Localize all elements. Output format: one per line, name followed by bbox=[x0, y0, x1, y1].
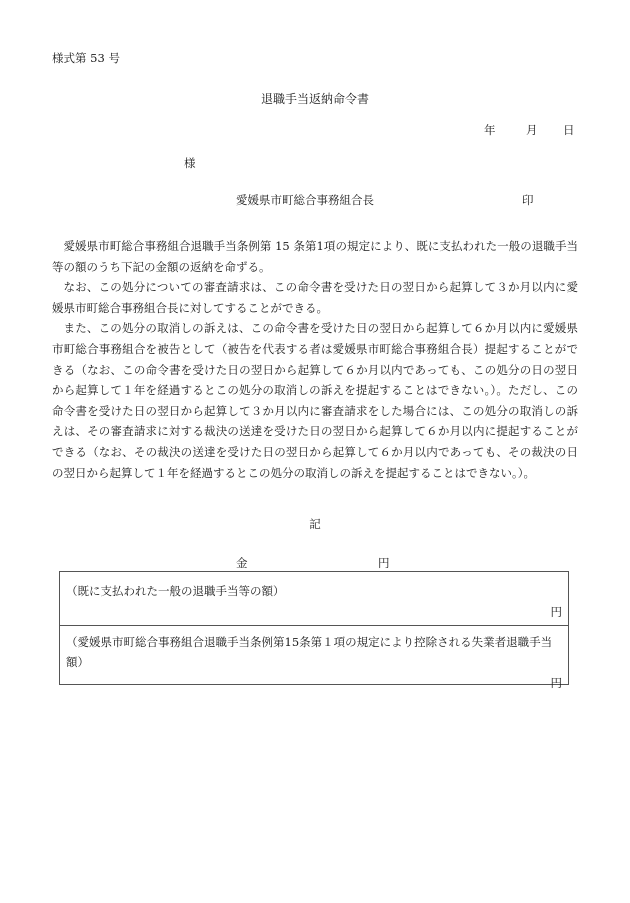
deducted-allowance-label: （愛媛県市町総合事務組合退職手当条例第15条第１項の規定により控除される失業者退職手当額） bbox=[66, 635, 553, 669]
order-body bbox=[52, 236, 578, 483]
order-paragraph: 愛媛県市町総合事務組合退職手当条例第 15 条第1項の規定により、既に支払われた一般の退職手当等の額のうち下記の金額の返納を命ずる。 bbox=[52, 239, 578, 274]
deducted-allowance-unit: 円 bbox=[550, 676, 562, 690]
form-number: 様式第 53 号 bbox=[52, 51, 120, 65]
addressee-suffix: 様 bbox=[184, 156, 196, 170]
seal-mark: 印 bbox=[522, 193, 534, 207]
table-row bbox=[60, 625, 568, 690]
document-title: 退職手当返納命令書 bbox=[260, 92, 369, 106]
date-day-label: 日 bbox=[563, 123, 575, 137]
amount-label: 金 bbox=[236, 556, 248, 570]
paid-allowance-unit: 円 bbox=[550, 605, 562, 619]
amount-unit: 円 bbox=[378, 556, 390, 570]
ki-heading: 記 bbox=[309, 517, 321, 531]
lawsuit-notice-paragraph: また、この処分の取消しの訴えは、この命令書を受けた日の翌日から起算して６か月以内に愛媛県市町総合事務組合を被告として（被告を代表する者は愛媛県市町総合事務組合長）提起することができる（なお、この命令書を受けた日の翌日から起算して６か月以内であっても、この処分の日の翌日から起算して１年を経過するとこの処分の取消しの訴えを提起することはできない。）。ただし、この命令書を受けた日の翌日から起算して３か月以内に審査請求をした場合には、この処分の取消しの訴えは、その審査請求に対する裁決の送達を受けた日の翌日から起算して６か月以内に提起することができる（なお、その裁決の送達を受けた日の翌日から起算して６か月以内であっても、その裁決の日の翌日から起算して１年を経過するとこの処分の取消しの訴えを提起することはできない。）。 bbox=[52, 321, 578, 480]
date-month-label: 月 bbox=[526, 123, 538, 137]
amount-breakdown-table bbox=[59, 571, 569, 690]
issuer-name: 愛媛県市町総合事務組合長 bbox=[236, 193, 374, 207]
date-year-label: 年 bbox=[484, 123, 496, 137]
paid-allowance-label: （既に支払われた一般の退職手当等の額） bbox=[66, 584, 285, 598]
table-row bbox=[60, 572, 568, 625]
review-notice-paragraph: なお、この処分についての審査請求は、この命令書を受けた日の翌日から起算して３か月以内に愛媛県市町総合事務組合長に対してすることができる。 bbox=[52, 280, 578, 315]
